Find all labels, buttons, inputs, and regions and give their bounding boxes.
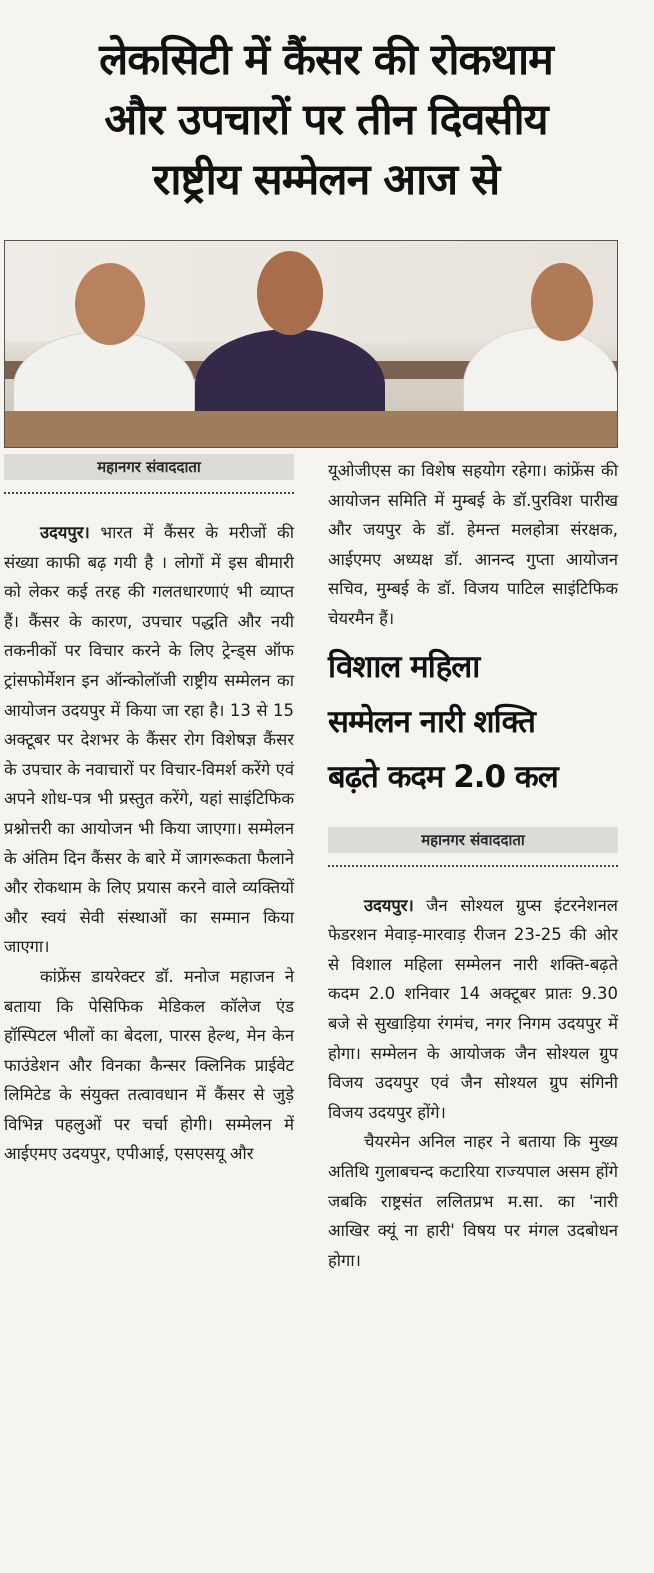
photo-head-center [257,251,323,335]
article-main-column-left [4,454,294,1169]
photo-head-right [531,263,593,341]
article-women-headline [328,640,618,805]
article-main-para-2: कांफ्रेंस डायरेक्टर डॉ. मनोज महाजन ने बताया कि पेसिफिक मेडिकल कॉलेज एंड हॉस्पिटल भीलों का बेदला, पारस हेल्थ, मेन केन फाउंडेशन और विनका कैन्सर क्लिनिक प्राईवेट लिमिटेड के संयुक्त तत्वावधान में कैंसर से जुड़े विभिन्न पहलुओं पर चर्चा होगी। सम्मेलन में आईएमए उदयपुर, एपीआई, एसएसयू और [4,966,294,1164]
dateline-women: उदयपुर। [364,895,414,915]
dotted-divider-women [328,865,618,867]
women-headline-line-2: सम्मेलन नारी शक्ति [328,703,535,740]
headline-line-3: राष्ट्रीय सम्मेलन आज से [152,155,500,205]
women-headline-line-3: बढ़ते कदम 2.0 कल [328,758,558,795]
women-headline-line-1: विशाल महिला [328,648,480,685]
article-women-para-2: चैयरमेन अनिल नाहर ने बताया कि मुख्य अतिथि गुलाबचन्द कटारिया राज्यपाल असम होंगे जबकि राष्ट्रसंत ललितप्रभ म.सा. का 'नारी आखिर क्यूं ना हारी' विषय पर मंगल उदबोधन होगा। [328,1132,618,1270]
article-main-body-left [4,518,294,1169]
headline-line-2: और उपचारों पर तीन दिवसीय [104,95,548,145]
dateline-main: उदयपुर। [40,523,90,542]
article-main-column-right [328,454,618,1275]
byline-main: महानगर संवाददाता [4,454,294,480]
article-main-para-3: यूओजीएस का विशेष सहयोग रहेगा। कांफ्रेंस की आयोजन समिति में मुम्बई के डॉ.पुरविश पारीख और जयपुर के डॉ. हेमन्त मलहोत्रा संरक्षक, आईएमए अध्यक्ष डॉ. आनन्द गुप्ता आयोजन सचिव, मुम्बई के डॉ. विजय पाटिल साइंटिफिक चेयरमैन हैं। [328,461,618,628]
article-women-body [328,891,618,1276]
conference-photo [4,240,618,448]
headline-line-1: लेकसिटी में कैंसर की रोकथाम [99,35,553,85]
dotted-divider [4,492,294,494]
article-main-para-1: भारत में कैंसर के मरीजों की संख्या काफी बढ़ गयी है । लोगों में इस बीमारी को लेकर कई तरह की गलतधारणाएं भी व्याप्त हैं। कैंसर के कारण, उपचार पद्धति और नयी तकनीकों पर विचार करने के लिए ट्रेन्ड्स ऑफ ट्रांसफोर्मेशन इन ऑन्कोलॉजी राष्ट्रीय सम्मेलन का आयोजन उदयपुर में किया जा रहा है। 13 से 15 अक्टूबर पर देशभर के कैंसर रोग विशेषज्ञ कैंसर के उपचार के नवाचारों पर विचार-विमर्श करेंगे एवं अपने शोध-पत्र भी प्रस्तुत करेंगे, यहां साइंटिफिक प्रश्नोत्तरी का आयोजन भी किया जाएगा। सम्मेलन के अंतिम दिन कैंसर के बारे में जागरूकता फैलाने और रोकथाम के लिए प्रयास करने वाले व्यक्तियों और स्वयं सेवी संस्थाओं का सम्मान किया जाएगा। [4,523,294,957]
photo-head-left [75,263,145,345]
top-clipped-edge [0,0,654,10]
article-main-continued [328,456,618,634]
article-women-para-1: जैन सोश्यल ग्रुप्स इंटरनेशनल फेडरशन मेवाड़-मारवाड़ रीजन 23-25 की ओर से विशाल महिला सम्मेलन नारी शक्ति-बढ़ते कदम 2.0 शनिवार 14 अक्टूबर प्रातः 9.30 बजे से सुखाड़िया रंगमंच, नगर निगम उदयपुर में होगा। सम्मेलन के आयोजक जैन सोश्यल ग्रुप विजय उदयपुर एवं जैन सोश्यल ग्रुप संगिनी विजय उदयपुर होंगे। [328,895,618,1122]
main-headline [6,30,646,210]
photo-table [5,411,617,447]
byline-women: महानगर संवाददाता [328,827,618,853]
